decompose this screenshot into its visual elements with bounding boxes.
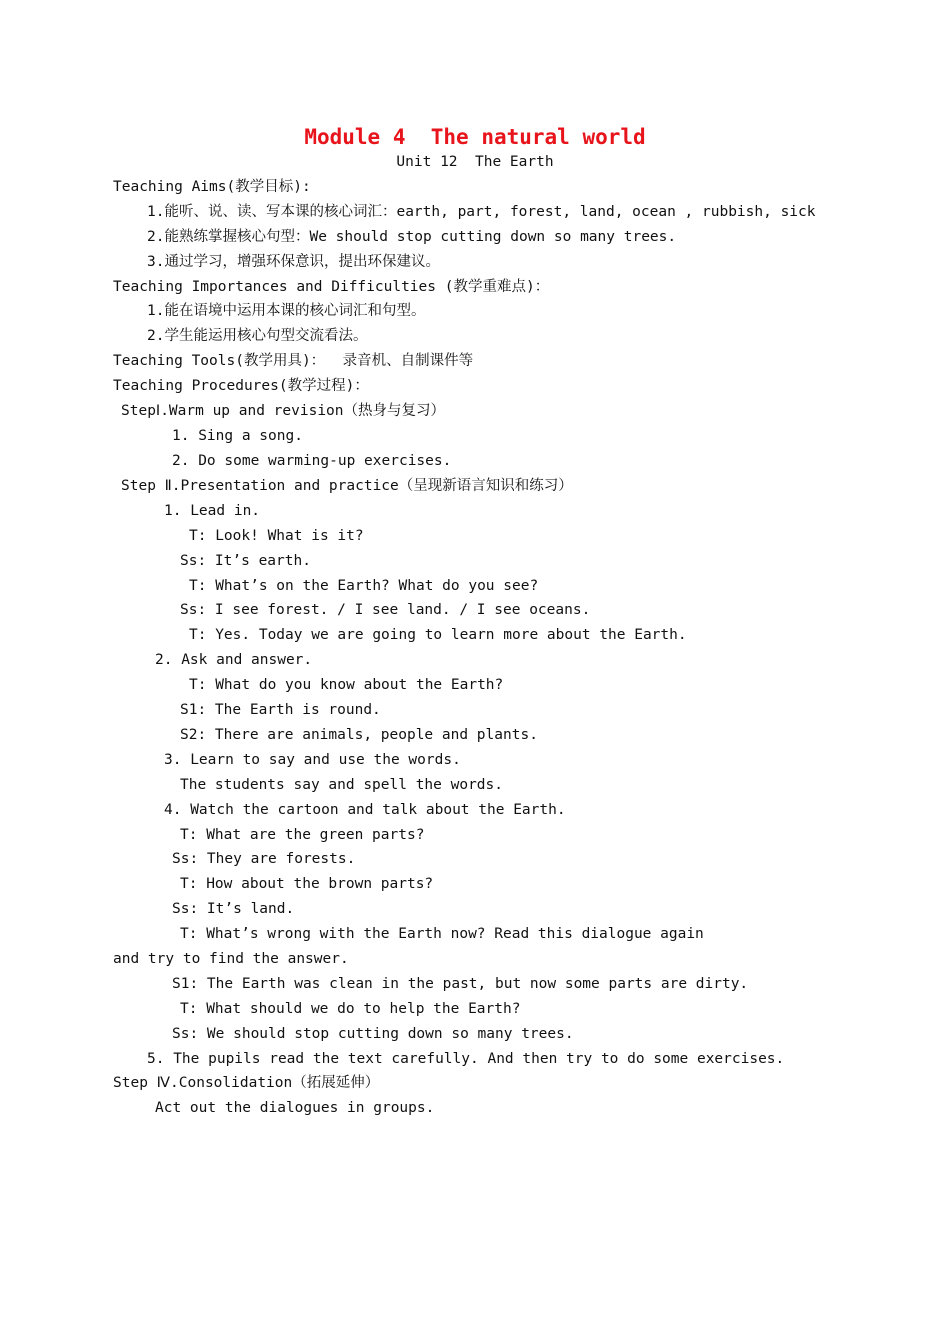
text-line: Teaching Procedures(教学过程)： — [113, 378, 369, 394]
text-line: Teaching Importances and Difficulties (教学重难点)： — [113, 279, 550, 295]
text-line: 2. Do some warming-up exercises. — [172, 453, 452, 469]
text-line: 5. The pupils read the text carefully. And then try to do some exercises. — [147, 1051, 785, 1067]
text-line: T: What are the green parts? — [180, 827, 425, 843]
text-line: T: Yes. Today we are going to learn more about the Earth. — [189, 627, 687, 643]
text-line: Act out the dialogues in groups. — [155, 1100, 435, 1116]
text-line: T: How about the brown parts? — [180, 876, 434, 892]
text-line: 1.能在语境中运用本课的核心词汇和句型。 — [147, 303, 426, 319]
text-line: S2: There are animals, people and plants. — [180, 727, 538, 743]
text-line: 1.能听、说、读、写本课的核心词汇：earth, part, forest, land, ocean , rubbish, sick — [147, 204, 816, 220]
text-line: Step Ⅳ.Consolidation（拓展延伸） — [113, 1075, 380, 1091]
text-line: T: Look! What is it? — [189, 528, 364, 544]
text-line: 2.能熟练掌握核心句型：We should stop cutting down so many trees. — [147, 229, 677, 245]
text-line: 3. Learn to say and use the words. — [164, 752, 461, 768]
text-line: 3.通过学习，增强环保意识，提出环保建议。 — [147, 254, 440, 270]
text-line: 1. Sing a song. — [172, 428, 303, 444]
module-title: Module 4 The natural world — [304, 125, 646, 149]
text-line: 2.学生能运用核心句型交流看法。 — [147, 328, 368, 344]
text-line: Ss: It’s earth. — [180, 553, 311, 569]
text-line: Ss: We should stop cutting down so many trees. — [172, 1026, 574, 1042]
text-line: Step Ⅱ.Presentation and practice（呈现新语言知识和练习） — [121, 478, 573, 494]
unit-subtitle: Unit 12 The Earth — [396, 154, 554, 170]
text-line: T: What should we do to help the Earth? — [180, 1001, 521, 1017]
text-line: and try to find the answer. — [113, 951, 349, 967]
text-line: The students say and spell the words. — [180, 777, 504, 793]
text-line: T: What’s on the Earth? What do you see? — [189, 578, 539, 594]
text-line: Teaching Aims(教学目标): — [113, 179, 311, 195]
text-line: S1: The Earth is round. — [180, 702, 381, 718]
text-line: Ss: It’s land. — [172, 901, 295, 917]
text-line: T: What do you know about the Earth? — [189, 677, 504, 693]
text-line: 2. Ask and answer. — [155, 652, 313, 668]
text-line: Ss: They are forests. — [172, 851, 356, 867]
text-line: 1. Lead in. — [164, 503, 261, 519]
text-line: Teaching Tools(教学用具)： 录音机、自制课件等 — [113, 353, 474, 369]
text-line: T: What’s wrong with the Earth now? Read this dialogue again — [180, 926, 704, 942]
text-line: Ss: I see forest. / I see land. / I see oceans. — [180, 602, 591, 618]
text-line: S1: The Earth was clean in the past, but now some parts are dirty. — [172, 976, 749, 992]
text-line: StepⅠ.Warm up and revision（热身与复习） — [121, 403, 446, 419]
text-line: 4. Watch the cartoon and talk about the Earth. — [164, 802, 566, 818]
